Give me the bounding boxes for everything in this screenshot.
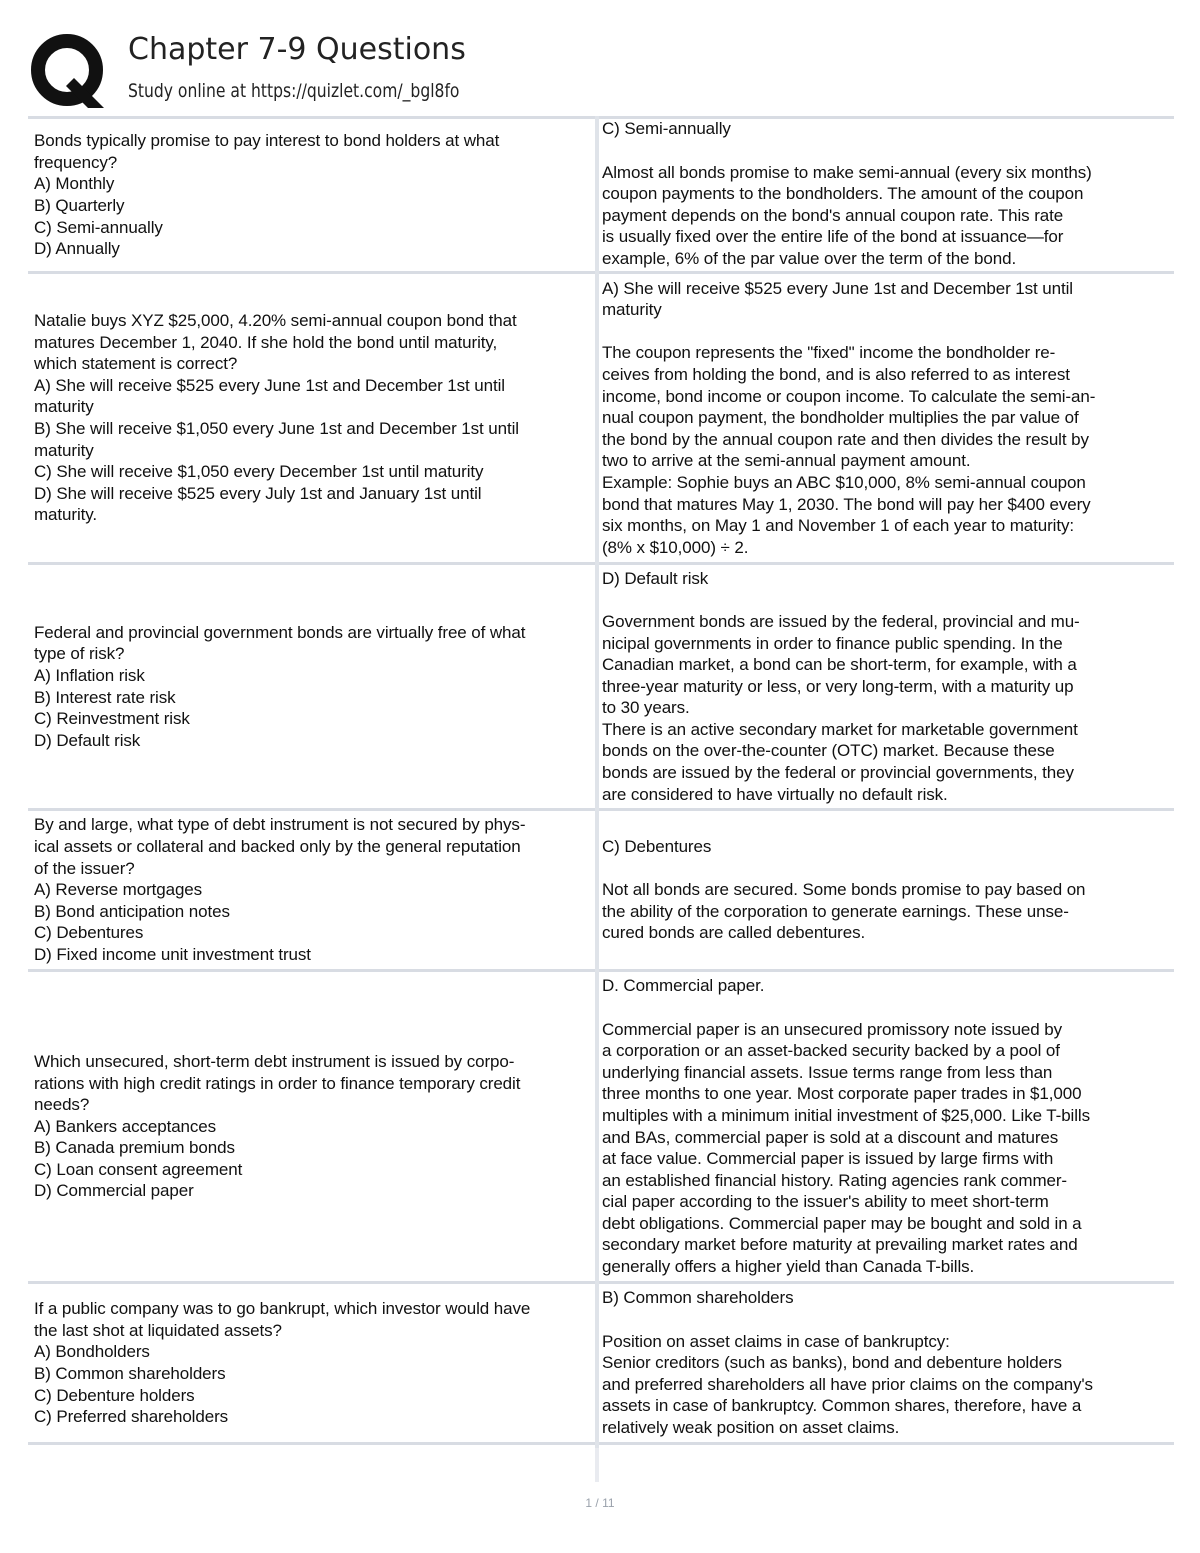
page-title: Chapter 7-9 Questions <box>128 32 466 67</box>
question-text: Bonds typically promise to pay interest to bond holders at what frequency? A) Monthly B) Quarterly C) Semi-annually D) Annually <box>34 131 500 259</box>
flashcard-row <box>28 274 1174 562</box>
answer-text: D) Default risk Government bonds are issued by the federal, provincial and mu- nicipal governments in order to finance public spending. In the Canadian market, a bond can be short-term, for example, with a three-year maturity or less, or very long-term, with a maturity up to 30 years. There is an active secondary market for marketable government bonds on the over-the-counter (OTC) market. Because these bonds are issued by the federal or provincial governments, they are considered to have virtually no default risk. <box>602 568 1080 804</box>
answer-text: C) Semi-annually Almost all bonds promise to make semi-annual (every six months) coupon payments to the bondholders. The amount of the coupon payment depends on the bond's annual coupon rate. This rate is usually fixed over the entire life of the bond at issuance—for example, 6% of the par value over the term of the bond. <box>602 119 1092 268</box>
study-link[interactable]: Study online at https://quizlet.com/_bgl8fo <box>128 80 460 102</box>
answer-text: B) Common shareholders Position on asset claims in case of bankruptcy: Senior creditors (such as banks), bond and debenture holders and preferred shareholders all have prior claims on the company's assets in case of bankruptcy. Common shares, therefore, have a relatively weak position on asset claims. <box>602 1288 1093 1437</box>
header <box>30 28 1170 112</box>
flashcard-row <box>28 811 1174 969</box>
page-number: 1 / 11 <box>585 1496 615 1510</box>
quizlet-logo-icon <box>30 32 108 110</box>
question-text: Which unsecured, short-term debt instrument is issued by corpo- rations with high credit ratings in order to finance temporary credit needs? A) Bankers acceptances B) Canada premium bonds C) Loan consent agreement D) Commercial paper <box>34 1051 521 1201</box>
answer-cell <box>602 565 1170 808</box>
flashcard-row <box>28 119 1174 271</box>
question-text: If a public company was to go bankrupt, which investor would have the last shot at liquidated assets? A) Bondholders B) Common shareholders C) Debenture holders C) Preferred shareholders <box>34 1299 531 1427</box>
answer-text: A) She will receive $525 every June 1st and December 1st until maturity The coupon represents the "fixed" income the bondholder re- ceives from holding the bond, and is also referred to as interest income, bond income or coupon income. To calculate the semi-an- nual coupon payment, the bondholder multiplies the par value of the bond by the annual coupon rate and then divides the result by two to arrive at the semi-annual payment amount. Example: Sophie buys an ABC $10,000, 8% semi-annual coupon bond that matures May 1, 2030. The bond will pay her $400 every six months, on May 1 and November 1 of each year to maturity: (8% x $10,000) ÷ 2. <box>602 278 1096 557</box>
question-cell <box>34 972 590 1281</box>
flashcard-row <box>28 972 1174 1281</box>
flashcard-row <box>28 565 1174 808</box>
question-cell <box>34 1284 590 1442</box>
question-cell <box>34 119 590 271</box>
question-cell <box>34 274 590 562</box>
question-text: Natalie buys XYZ $25,000, 4.20% semi-annual coupon bond that matures December 1, 2040. If she hold the bond until maturity, which statement is correct? A) She will receive $525 every June 1st and December 1st until maturity B) She will receive $1,050 every June 1st and December 1st until maturity C) She will receive $1,050 every December 1st until maturity D) She will receive $525 every July 1st and January 1st until maturity. <box>34 311 519 525</box>
answer-cell <box>602 274 1170 562</box>
flashcard-row <box>28 1284 1174 1442</box>
question-text: By and large, what type of debt instrument is not secured by phys- ical assets or collateral and backed only by the general reputation of the issuer? A) Reverse mortgages B) Bond anticipation notes C) Debentures D) Fixed income unit investment trust <box>34 815 526 964</box>
row-divider <box>28 1442 1174 1445</box>
question-cell <box>34 565 590 808</box>
answer-text: C) Debentures Not all bonds are secured. Some bonds promise to pay based on the ability of the corporation to generate earnings. These unse- cured bonds are called debentures. <box>602 837 1086 943</box>
answer-cell <box>602 972 1170 1281</box>
answer-cell <box>602 118 1170 270</box>
answer-text: D. Commercial paper. Commercial paper is an unsecured promissory note issued by a corporation or an asset-backed security backed by a pool of underlying financial assets. Issue terms range from less than three months to one year. Most corporate paper trades in $1,000 multiples with a minimum initial investment of $25,000. Like T-bills and BAs, commercial paper is sold at a discount and matures at face value. Commercial paper is issued by large firms with an established financial history. Rating agencies rank commer- cial paper according to the issuer's ability to meet short-term debt obligations. Commercial paper may be bought and sold in a secondary market before maturity at prevailing market rates and generally offers a higher yield than Canada T-bills. <box>602 976 1090 1277</box>
answer-cell <box>602 1284 1170 1442</box>
column-divider <box>595 1448 599 1482</box>
question-cell <box>34 811 590 969</box>
answer-cell <box>602 811 1170 969</box>
question-text: Federal and provincial government bonds are virtually free of what type of risk? A) Inflation risk B) Interest rate risk C) Reinvestment risk D) Default risk <box>34 622 526 750</box>
